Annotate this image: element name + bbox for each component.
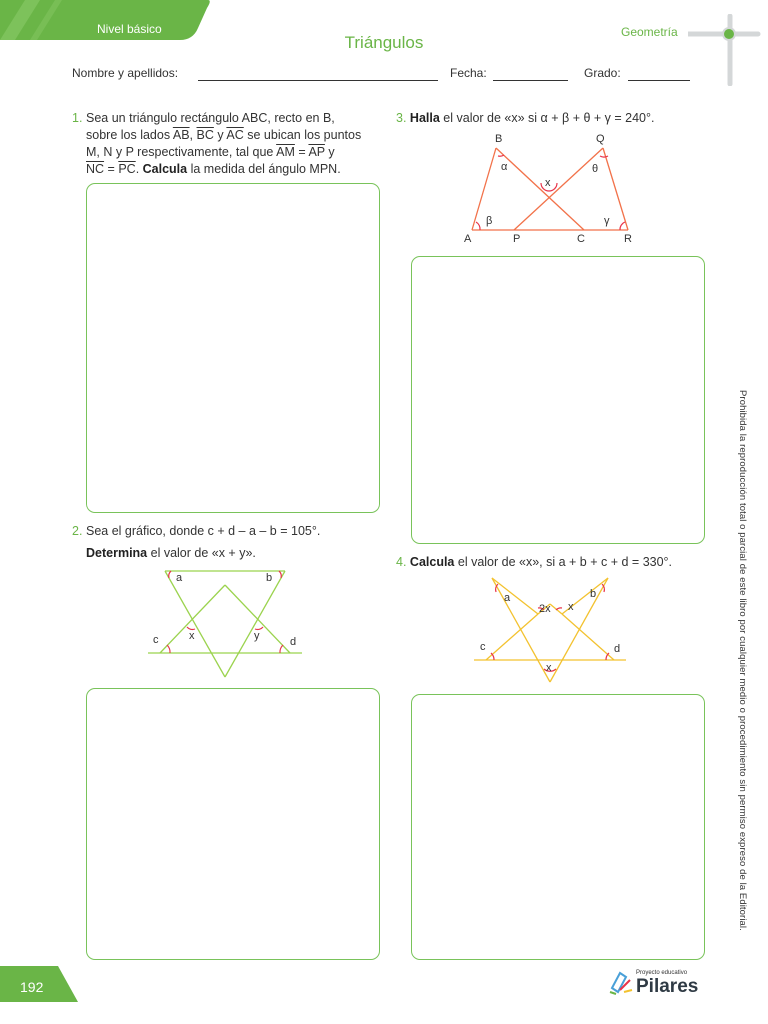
label-P: P: [513, 233, 521, 245]
label-d: d: [290, 636, 297, 648]
segment-nc: $\overline{NC}$: [86, 162, 105, 176]
problem-2-line: Determina el valor de «x + y».: [86, 546, 256, 560]
problem-1-line: Sea un triángulo rectángulo ABC, recto en B,: [86, 111, 335, 125]
problem-2-line: Sea el gráfico, donde c + d – a – b = 105°.: [86, 524, 321, 538]
answer-box-2[interactable]: [86, 688, 380, 960]
date-label: Fecha:: [450, 66, 487, 80]
label-c: c: [153, 634, 159, 646]
problem-1-line: sobre los lados $\overline{AB}$, $\overline{BC}$ y $\overline{AC}$ se ubican los puntos: [86, 128, 362, 142]
label-gamma: γ: [604, 215, 610, 227]
label-C: C: [577, 233, 585, 245]
logo-tagline: Proyecto educativo: [636, 970, 688, 976]
label-y: y: [254, 630, 260, 642]
form-row: [0, 0, 768, 90]
keyword: Calcula: [409, 555, 455, 569]
label-x: x: [545, 177, 551, 189]
problem-2: [72, 523, 380, 562]
label-x: x: [568, 601, 574, 613]
problem-4-text: el valor de «x», si a + b + c + d = 330°.: [454, 555, 673, 569]
grade-label: Grado:: [584, 66, 621, 80]
pilares-logo-icon: [608, 970, 634, 996]
name-label: Nombre y apellidos:: [72, 66, 179, 80]
problem-number: 2.: [72, 524, 83, 538]
keyword: Calcula: [142, 162, 188, 176]
label-c: c: [480, 641, 486, 653]
answer-box-1[interactable]: [86, 183, 380, 513]
label-beta: β: [486, 215, 493, 227]
problem-1-line: M, N y P respectivamente, tal que $\overline{AM} = \overline{AP}$ y: [86, 145, 335, 159]
segment-ap: $\overline{AP}$: [308, 145, 325, 159]
answer-box-4[interactable]: [411, 694, 705, 960]
label-Q: Q: [596, 133, 605, 145]
problem-3-text: el valor de «x» si α + β + θ + γ = 240°.: [439, 111, 655, 125]
keyword: Halla: [409, 111, 440, 125]
label-2x: 2x: [539, 603, 551, 615]
label-A: A: [464, 233, 472, 245]
name-field[interactable]: [198, 80, 438, 81]
grade-field[interactable]: [628, 80, 690, 81]
label-a: a: [504, 592, 511, 604]
answer-box-3[interactable]: [411, 256, 705, 544]
label-R: R: [624, 233, 632, 245]
problem-number: 4.: [396, 555, 407, 569]
label-B: B: [495, 133, 503, 145]
label-a: a: [176, 572, 183, 584]
problem-1-line: $\overline{NC} = \overline{PC}$. Calcula la medida del ángulo MPN.: [86, 162, 341, 176]
copyright-notice: Prohibida la reproducción total o parcial de este libro por cualquier medio o procedimiento sin permiso expreso de la Editorial.: [737, 390, 748, 931]
label-x: x: [189, 630, 195, 642]
label-alpha: α: [501, 161, 508, 173]
segment-bc: $\overline{BC}$: [196, 128, 214, 142]
problem-4: [396, 554, 706, 571]
figure-2: [140, 565, 310, 683]
level-label: Nivel básico: [97, 22, 162, 36]
problem-number: 3.: [396, 111, 407, 125]
subject-label: Geometría: [621, 25, 678, 39]
segment-ab: $\overline{AB}$: [172, 128, 190, 142]
label-d: d: [614, 643, 621, 655]
page-title: Triángulos: [344, 33, 424, 52]
segment-pc: $\overline{PC}$: [118, 162, 136, 176]
label-theta: θ: [592, 163, 599, 175]
segment-ac: $\overline{AC}$: [226, 128, 244, 142]
date-field[interactable]: [493, 80, 568, 81]
keyword: Determina: [86, 546, 148, 560]
label-b: b: [266, 572, 273, 584]
logo-name: Pilares: [636, 976, 699, 997]
label-x-bottom: x: [546, 662, 552, 674]
label-b: b: [590, 588, 597, 600]
problem-3: [396, 110, 706, 127]
problem-1: [72, 110, 380, 178]
segment-am: $\overline{AM}$: [276, 145, 295, 159]
page-number: 192: [20, 979, 44, 995]
problem-number: 1.: [72, 111, 83, 125]
